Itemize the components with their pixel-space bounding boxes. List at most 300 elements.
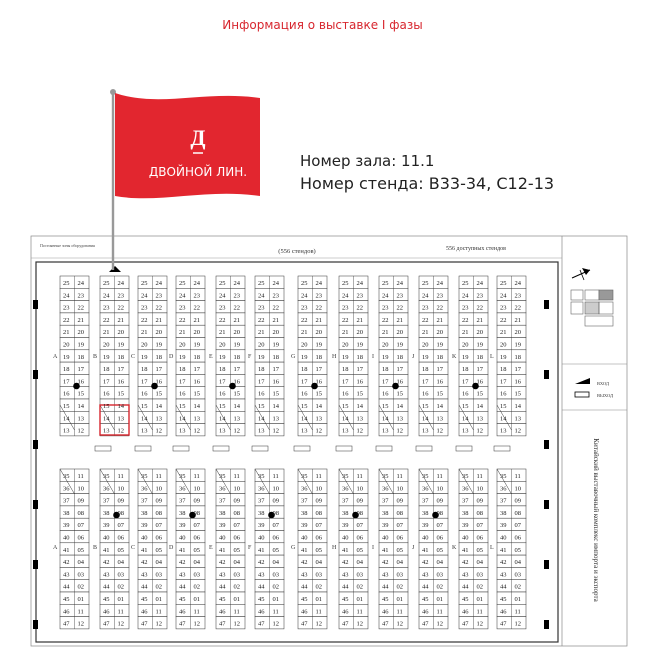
svg-text:35: 35 [422, 473, 429, 480]
svg-text:45: 45 [500, 596, 507, 603]
svg-text:10: 10 [272, 485, 279, 493]
svg-text:16: 16 [258, 390, 265, 398]
svg-text:36: 36 [63, 485, 70, 493]
svg-text:19: 19 [396, 341, 403, 349]
svg-text:44: 44 [382, 583, 389, 591]
svg-text:05: 05 [272, 546, 279, 554]
svg-text:12: 12 [233, 620, 240, 628]
svg-text:21: 21 [77, 316, 84, 324]
svg-text:15: 15 [382, 403, 389, 410]
svg-text:12: 12 [155, 620, 162, 628]
svg-text:18: 18 [514, 353, 521, 361]
svg-text:12: 12 [514, 620, 521, 628]
svg-text:03: 03 [315, 571, 322, 579]
svg-text:20: 20 [233, 329, 240, 337]
svg-text:20: 20 [342, 341, 349, 349]
svg-text:12: 12 [272, 427, 279, 435]
svg-text:14: 14 [63, 415, 70, 423]
svg-text:19: 19 [436, 341, 443, 349]
svg-text:15: 15 [233, 390, 240, 398]
svg-text:02: 02 [193, 583, 200, 591]
svg-text:21: 21 [272, 316, 279, 324]
svg-text:15: 15 [462, 403, 469, 410]
svg-text:11: 11 [233, 473, 240, 480]
svg-text:13: 13 [422, 427, 429, 435]
svg-text:01: 01 [396, 596, 403, 603]
svg-text:20: 20 [422, 341, 429, 349]
svg-text:37: 37 [63, 497, 70, 505]
svg-text:15: 15 [436, 390, 443, 398]
svg-text:25: 25 [63, 280, 70, 287]
svg-text:02: 02 [77, 583, 84, 591]
side-door [33, 560, 38, 569]
svg-text:20: 20 [219, 341, 226, 349]
svg-text:24: 24 [422, 292, 429, 300]
svg-text:23: 23 [155, 292, 162, 300]
svg-text:07: 07 [117, 522, 124, 530]
svg-text:18: 18 [315, 353, 322, 361]
svg-text:17: 17 [462, 378, 469, 386]
svg-text:41: 41 [422, 546, 429, 554]
svg-text:C: C [131, 545, 136, 551]
svg-text:13: 13 [500, 427, 507, 435]
svg-text:03: 03 [193, 571, 200, 579]
svg-text:14: 14 [117, 403, 124, 410]
svg-text:24: 24 [476, 280, 483, 287]
svg-text:36: 36 [462, 485, 469, 493]
svg-text:18: 18 [476, 353, 483, 361]
svg-text:17: 17 [193, 366, 200, 374]
page-title: Информация о выставке I фазы [222, 18, 423, 32]
svg-text:13: 13 [356, 415, 363, 423]
svg-text:20: 20 [462, 341, 469, 349]
svg-text:36: 36 [422, 485, 429, 493]
svg-text:01: 01 [315, 596, 322, 603]
svg-text:24: 24 [436, 280, 443, 287]
svg-text:14: 14 [422, 415, 429, 423]
svg-text:21: 21 [422, 329, 429, 337]
svg-text:01: 01 [77, 596, 84, 603]
svg-text:03: 03 [155, 571, 162, 579]
svg-text:46: 46 [258, 608, 265, 616]
svg-text:13: 13 [103, 427, 110, 435]
svg-text:13: 13 [77, 415, 84, 423]
svg-text:40: 40 [103, 534, 110, 542]
svg-text:19: 19 [272, 341, 279, 349]
svg-text:23: 23 [476, 292, 483, 300]
svg-text:04: 04 [315, 559, 322, 567]
svg-text:L: L [490, 545, 494, 551]
svg-text:21: 21 [476, 316, 483, 324]
svg-text:03: 03 [272, 571, 279, 579]
svg-text:23: 23 [422, 304, 429, 312]
svg-text:16: 16 [219, 390, 226, 398]
svg-text:05: 05 [514, 546, 521, 554]
svg-text:20: 20 [141, 341, 148, 349]
svg-text:20: 20 [77, 329, 84, 337]
hall-number: Номер зала: 11.1 [300, 152, 435, 170]
svg-text:H: H [332, 354, 337, 360]
svg-text:15: 15 [63, 403, 70, 410]
stand-number: Номер стенда: B33-34, C12-13 [300, 174, 555, 193]
svg-text:12: 12 [117, 620, 124, 628]
svg-text:09: 09 [272, 497, 279, 505]
svg-text:15: 15 [103, 403, 110, 410]
svg-text:13: 13 [382, 427, 389, 435]
svg-text:19: 19 [117, 341, 124, 349]
svg-text:47: 47 [301, 620, 308, 628]
svg-text:21: 21 [193, 316, 200, 324]
svg-text:20: 20 [103, 341, 110, 349]
svg-text:47: 47 [103, 620, 110, 628]
svg-text:G: G [291, 354, 296, 360]
svg-text:23: 23 [193, 292, 200, 300]
svg-text:14: 14 [219, 415, 226, 423]
svg-text:18: 18 [77, 353, 84, 361]
svg-text:39: 39 [141, 522, 148, 530]
svg-text:18: 18 [396, 353, 403, 361]
svg-text:41: 41 [103, 546, 110, 554]
svg-text:21: 21 [382, 329, 389, 337]
svg-text:17: 17 [258, 378, 265, 386]
svg-text:19: 19 [219, 353, 226, 361]
svg-text:07: 07 [193, 522, 200, 530]
svg-text:15: 15 [77, 390, 84, 398]
svg-text:19: 19 [141, 353, 148, 361]
svg-text:15: 15 [272, 390, 279, 398]
svg-text:11: 11 [396, 473, 403, 480]
svg-text:22: 22 [103, 316, 110, 324]
svg-text:19: 19 [155, 341, 162, 349]
svg-text:43: 43 [258, 571, 265, 579]
svg-text:23: 23 [258, 304, 265, 312]
svg-text:06: 06 [272, 534, 279, 542]
svg-text:23: 23 [396, 292, 403, 300]
svg-text:17: 17 [219, 378, 226, 386]
svg-text:18: 18 [462, 366, 469, 374]
svg-text:47: 47 [500, 620, 507, 628]
svg-text:45: 45 [179, 596, 186, 603]
svg-text:45: 45 [63, 596, 70, 603]
svg-text:22: 22 [315, 304, 322, 312]
svg-text:02: 02 [233, 583, 240, 591]
svg-text:22: 22 [342, 316, 349, 324]
svg-text:45: 45 [422, 596, 429, 603]
svg-text:17: 17 [63, 378, 70, 386]
svg-text:21: 21 [315, 316, 322, 324]
svg-text:13: 13 [342, 427, 349, 435]
svg-text:13: 13 [155, 415, 162, 423]
svg-text:05: 05 [315, 546, 322, 554]
svg-text:47: 47 [219, 620, 226, 628]
svg-text:23: 23 [141, 304, 148, 312]
svg-text:37: 37 [258, 497, 265, 505]
svg-text:23: 23 [117, 292, 124, 300]
svg-text:14: 14 [315, 403, 322, 410]
svg-text:43: 43 [141, 571, 148, 579]
svg-text:45: 45 [462, 596, 469, 603]
svg-text:23: 23 [500, 304, 507, 312]
svg-text:38: 38 [63, 509, 70, 517]
svg-text:12: 12 [315, 620, 322, 628]
svg-text:25: 25 [141, 280, 148, 287]
svg-text:17: 17 [233, 366, 240, 374]
svg-text:02: 02 [514, 583, 521, 591]
svg-text:16: 16 [193, 378, 200, 386]
svg-text:44: 44 [342, 583, 349, 591]
svg-text:15: 15 [258, 403, 265, 410]
svg-text:11: 11 [272, 608, 279, 616]
svg-text:14: 14 [77, 403, 84, 410]
svg-text:38: 38 [462, 509, 469, 517]
svg-text:35: 35 [258, 473, 265, 480]
legend-item-exit: ВЫХОД [597, 393, 614, 398]
svg-text:14: 14 [233, 403, 240, 410]
svg-text:11: 11 [436, 473, 443, 480]
svg-text:14: 14 [258, 415, 265, 423]
plan-note-center: (556 стендов) [278, 248, 316, 255]
svg-text:18: 18 [141, 366, 148, 374]
svg-text:07: 07 [77, 522, 84, 530]
svg-text:B: B [93, 545, 98, 551]
svg-text:16: 16 [315, 378, 322, 386]
svg-text:12: 12 [476, 427, 483, 435]
svg-text:21: 21 [436, 316, 443, 324]
svg-text:20: 20 [356, 329, 363, 337]
side-door [33, 300, 38, 309]
svg-text:09: 09 [476, 497, 483, 505]
svg-text:45: 45 [301, 596, 308, 603]
svg-text:36: 36 [103, 485, 110, 493]
svg-text:F: F [248, 354, 252, 360]
svg-text:38: 38 [141, 509, 148, 517]
svg-text:13: 13 [141, 427, 148, 435]
svg-text:A: A [53, 354, 58, 360]
svg-text:14: 14 [193, 403, 200, 410]
svg-text:43: 43 [103, 571, 110, 579]
exit-icon [575, 392, 589, 397]
svg-text:23: 23 [342, 304, 349, 312]
svg-text:40: 40 [141, 534, 148, 542]
svg-text:12: 12 [193, 427, 200, 435]
svg-text:10: 10 [315, 485, 322, 493]
svg-text:17: 17 [272, 366, 279, 374]
svg-text:44: 44 [258, 583, 265, 591]
svg-text:19: 19 [342, 353, 349, 361]
svg-text:09: 09 [436, 497, 443, 505]
svg-text:45: 45 [382, 596, 389, 603]
svg-text:19: 19 [514, 341, 521, 349]
svg-text:42: 42 [342, 559, 349, 567]
svg-text:14: 14 [382, 415, 389, 423]
svg-text:11: 11 [155, 473, 162, 480]
svg-text:41: 41 [342, 546, 349, 554]
svg-text:22: 22 [301, 316, 308, 324]
svg-text:14: 14 [342, 415, 349, 423]
svg-text:11: 11 [514, 608, 521, 616]
svg-text:43: 43 [500, 571, 507, 579]
svg-text:17: 17 [514, 366, 521, 374]
svg-text:01: 01 [155, 596, 162, 603]
svg-text:22: 22 [179, 316, 186, 324]
svg-text:23: 23 [219, 304, 226, 312]
svg-text:39: 39 [63, 522, 70, 530]
svg-text:25: 25 [500, 280, 507, 287]
svg-text:14: 14 [396, 403, 403, 410]
svg-text:46: 46 [382, 608, 389, 616]
svg-text:41: 41 [258, 546, 265, 554]
svg-text:37: 37 [342, 497, 349, 505]
svg-text:11: 11 [476, 473, 483, 480]
svg-text:37: 37 [462, 497, 469, 505]
svg-text:17: 17 [301, 378, 308, 386]
svg-text:J: J [412, 354, 415, 360]
svg-text:04: 04 [272, 559, 279, 567]
svg-text:45: 45 [342, 596, 349, 603]
svg-text:44: 44 [422, 583, 429, 591]
svg-text:24: 24 [77, 280, 84, 287]
svg-text:01: 01 [436, 596, 443, 603]
svg-text:24: 24 [514, 280, 521, 287]
svg-text:07: 07 [436, 522, 443, 530]
svg-text:08: 08 [436, 509, 443, 517]
svg-text:40: 40 [258, 534, 265, 542]
svg-text:11: 11 [155, 608, 162, 616]
svg-text:17: 17 [436, 366, 443, 374]
svg-text:02: 02 [315, 583, 322, 591]
svg-text:07: 07 [356, 522, 363, 530]
svg-text:40: 40 [422, 534, 429, 542]
svg-text:15: 15 [155, 390, 162, 398]
aisle-marker [252, 446, 268, 451]
svg-text:10: 10 [155, 485, 162, 493]
svg-text:42: 42 [219, 559, 226, 567]
svg-text:20: 20 [258, 341, 265, 349]
svg-text:06: 06 [356, 534, 363, 542]
svg-text:41: 41 [382, 546, 389, 554]
svg-text:16: 16 [141, 390, 148, 398]
svg-text:14: 14 [356, 403, 363, 410]
svg-text:06: 06 [315, 534, 322, 542]
svg-text:24: 24 [179, 292, 186, 300]
svg-text:39: 39 [500, 522, 507, 530]
svg-text:04: 04 [117, 559, 124, 567]
svg-text:21: 21 [219, 329, 226, 337]
svg-text:37: 37 [219, 497, 226, 505]
aisle-marker [213, 446, 229, 451]
svg-text:01: 01 [476, 596, 483, 603]
svg-text:16: 16 [103, 390, 110, 398]
svg-text:15: 15 [219, 403, 226, 410]
svg-text:15: 15 [117, 390, 124, 398]
svg-text:18: 18 [103, 366, 110, 374]
svg-text:15: 15 [356, 390, 363, 398]
svg-text:24: 24 [462, 292, 469, 300]
svg-text:22: 22 [462, 316, 469, 324]
side-door [544, 500, 549, 509]
svg-text:40: 40 [301, 534, 308, 542]
svg-text:46: 46 [63, 608, 70, 616]
svg-text:11: 11 [315, 608, 322, 616]
svg-text:01: 01 [272, 596, 279, 603]
svg-text:40: 40 [462, 534, 469, 542]
svg-text:04: 04 [356, 559, 363, 567]
svg-text:11: 11 [117, 473, 124, 480]
svg-text:25: 25 [179, 280, 186, 287]
svg-text:22: 22 [356, 304, 363, 312]
svg-text:24: 24 [103, 292, 110, 300]
svg-text:04: 04 [476, 559, 483, 567]
svg-text:21: 21 [63, 329, 70, 337]
svg-text:23: 23 [63, 304, 70, 312]
svg-text:24: 24 [193, 280, 200, 287]
svg-text:19: 19 [179, 353, 186, 361]
svg-text:16: 16 [476, 378, 483, 386]
svg-text:02: 02 [436, 583, 443, 591]
svg-text:13: 13 [514, 415, 521, 423]
svg-text:18: 18 [356, 353, 363, 361]
svg-text:17: 17 [356, 366, 363, 374]
svg-text:19: 19 [500, 353, 507, 361]
svg-text:16: 16 [500, 390, 507, 398]
svg-text:01: 01 [356, 596, 363, 603]
svg-text:09: 09 [117, 497, 124, 505]
svg-text:06: 06 [117, 534, 124, 542]
svg-text:14: 14 [500, 415, 507, 423]
svg-text:14: 14 [272, 403, 279, 410]
svg-text:24: 24 [500, 292, 507, 300]
svg-text:23: 23 [382, 304, 389, 312]
svg-text:43: 43 [422, 571, 429, 579]
svg-text:15: 15 [422, 403, 429, 410]
svg-text:05: 05 [155, 546, 162, 554]
svg-text:36: 36 [301, 485, 308, 493]
svg-text:24: 24 [141, 292, 148, 300]
svg-text:37: 37 [301, 497, 308, 505]
svg-text:05: 05 [396, 546, 403, 554]
svg-text:04: 04 [155, 559, 162, 567]
aisle-marker [336, 446, 352, 451]
svg-text:21: 21 [103, 329, 110, 337]
svg-text:08: 08 [193, 509, 200, 517]
svg-text:22: 22 [476, 304, 483, 312]
svg-text:10: 10 [476, 485, 483, 493]
svg-text:F: F [248, 545, 252, 551]
svg-text:13: 13 [219, 427, 226, 435]
svg-text:11: 11 [315, 473, 322, 480]
svg-text:01: 01 [193, 596, 200, 603]
svg-text:04: 04 [233, 559, 240, 567]
svg-text:37: 37 [422, 497, 429, 505]
svg-text:10: 10 [396, 485, 403, 493]
svg-text:21: 21 [301, 329, 308, 337]
svg-text:17: 17 [117, 366, 124, 374]
svg-text:22: 22 [514, 304, 521, 312]
svg-text:19: 19 [356, 341, 363, 349]
svg-text:38: 38 [258, 509, 265, 517]
svg-text:23: 23 [462, 304, 469, 312]
svg-text:07: 07 [315, 522, 322, 530]
svg-text:37: 37 [179, 497, 186, 505]
svg-text:22: 22 [219, 316, 226, 324]
svg-text:22: 22 [258, 316, 265, 324]
svg-text:11: 11 [233, 608, 240, 616]
svg-text:39: 39 [342, 522, 349, 530]
svg-text:19: 19 [422, 353, 429, 361]
svg-text:20: 20 [514, 329, 521, 337]
svg-text:10: 10 [117, 485, 124, 493]
svg-text:08: 08 [233, 509, 240, 517]
